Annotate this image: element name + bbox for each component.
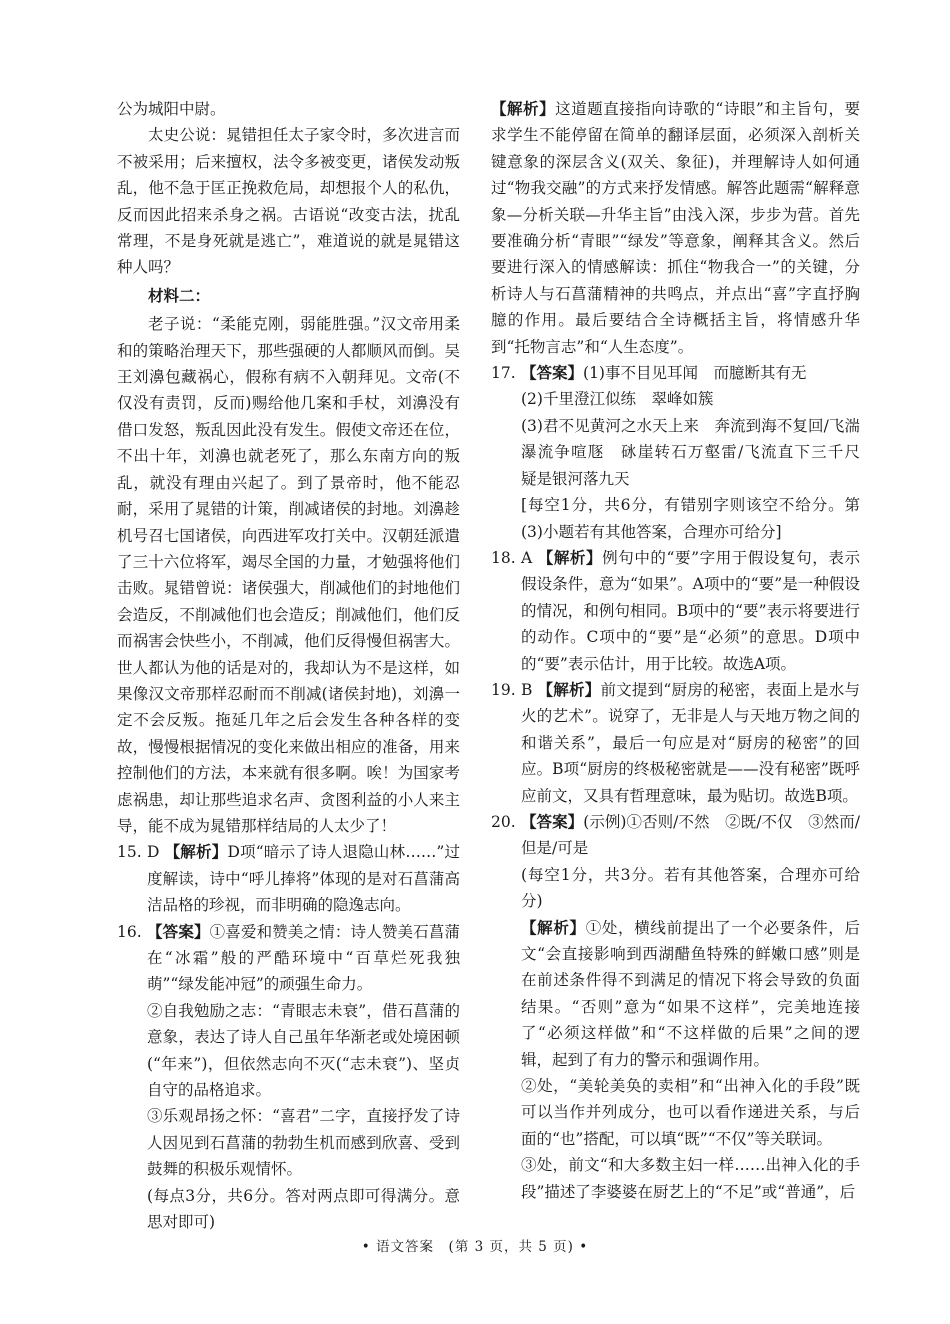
right-column bbox=[491, 96, 876, 1205]
analysis-point-1 bbox=[521, 915, 860, 1073]
paragraph-material-two: 老子说：“柔能克刚，弱能胜强。”汉文帝用柔和的策略治理天下，那些强硬的人都顺风而倒。吴王刘濞包藏祸心，假称有病不入朝拜见。文帝(不仅没有责罚，反而)赐给他几案和手杖，刘濞没有借口发怒，叛乱因此没有发生。假使文帝还在位，不出十年，刘濞也就老死了，那么东南方向的叛乱，就没有理由兴起了。到了景帝时，他不能忍耐，采用了晁错的计策，削减诸侯的封地。刘濞趁机号召七国诸侯，向西进军攻打关中。汉朝廷派遣了三十六位将军，竭尽全国的力量，才勉强将他们击败。晁错曾说：诸侯强大，削减他们的封地他们会造反，不削减他们也会造反；削减他们，他们反而祸害会快些小，不削减，他们反得慢但祸害大。世人都认为他的话是对的，我却认为不是这样，如果像汉文帝那样忍耐而不削减(诸侯封地)，刘濞一定不会反叛。拖延几年之后会发生各种各样的变故，慢慢根据情况的变化来做出相应的准备，用来控制他们的方法，本来就有很多啊。唉！为国家考虑祸患，却让那些追求名声、贪图利益的小人来主导，能不成为晁错那样结局的人太少了！ bbox=[117, 315, 460, 835]
scoring-note: (每点3分，共6分。答对两点即可得满分。意思对即可) bbox=[147, 1186, 460, 1232]
analysis-point-3: ③处，前文“和大多数主妇一样……出神入化的手段”描述了李婆婆在厨艺上的“不足”或“普通”，后 bbox=[521, 1156, 860, 1201]
scoring-note: (每空1分，共3分。若有其他答案，合理亦可给分) bbox=[521, 865, 860, 911]
analysis-tag: 【解析】 bbox=[491, 99, 556, 118]
analysis-tag: 【解析】 bbox=[537, 547, 603, 567]
answer-point-1: ①喜爱和赞美之情：诗人赞美石菖蒲在“冰霜”般的严酷环境中“百草烂死我独萌”“绿发能冲冠”的顽强生命力。 bbox=[147, 922, 460, 994]
analysis-text: 例句中的“要”字用于假设复句，表示假设条件，意为“如果”。A项中的“要”是一种假设的情况，和例句相同。B项中的“要”表示将要进行的动作。C项中的“要”是“必须”的意思。D项中的“要”表示估计，用于比较。故选A项。 bbox=[521, 548, 860, 673]
question-15 bbox=[117, 839, 460, 918]
question-20 bbox=[491, 809, 860, 1205]
scoring-note: [每空1分，共6分，有错别字则该空不给分。第(3)小题若有其他答案，合理亦可给分] bbox=[521, 496, 860, 541]
question-number: 15. bbox=[117, 843, 142, 862]
paragraph-continuation: 公为城阳中尉。 bbox=[117, 100, 226, 118]
analysis-tag: 【解析】 bbox=[164, 842, 228, 862]
question-18 bbox=[491, 545, 860, 677]
answer-point-2: ②自我勉励之志：“青眼志未衰”，借石菖蒲的意象，表达了诗人自己虽年华渐老或处境困顿(“年来”)，但依然志向不灭(“志未衰”)、坚贞自守的品格追求。 bbox=[147, 1001, 460, 1100]
analysis-point-2: ②处，“美轮美奂的卖相”和“出神入化的手段”既可以当作并列成分，也可以看作递进关系，与后面的“也”搭配，可以填“既”“不仅”等关联词。 bbox=[521, 1077, 860, 1148]
answer-line-2: (2)千里澄江似练 翠峰如簇 bbox=[521, 390, 714, 409]
analysis-16 bbox=[491, 96, 860, 360]
question-number: 16. bbox=[117, 922, 142, 941]
answer-point-3: ③乐观昂扬之怀：“喜君”二字，直接抒发了诗人因见到石菖蒲的勃勃生机而感到欣喜、受到鼓舞的积极乐观情怀。 bbox=[147, 1107, 460, 1179]
analysis-text: 前文提到“厨房的秘密，表面上是水与火的艺术”。说穿了，无非是人与天地万物之间的和谐关系”，最后一句应是对“厨房的秘密”的回应。B项“厨房的终极秘密就是——没有秘密”既呼应前文，又具有哲理意味，最为贴切。故选B项。 bbox=[521, 680, 860, 805]
answer-tag: 【答案】 bbox=[147, 921, 210, 941]
question-number: 20. bbox=[491, 812, 516, 831]
answer-letter: B bbox=[521, 680, 533, 699]
question-16 bbox=[117, 919, 460, 1236]
left-column bbox=[117, 96, 460, 1235]
question-number: 18. bbox=[491, 548, 516, 567]
page-footer: • 语文答案 (第 3 页，共 5 页) • bbox=[361, 1239, 589, 1255]
answer-letter: A bbox=[521, 548, 533, 567]
analysis-text: ①处，横线前提出了一个必要条件，后文“会直接影响到西湖醋鱼特殊的鲜嫩口感”则是在前述条件得不到满足的情况下将会导致的负面结果。“否则”意为“如果不这样”，完美地连接了“必须这样做”和“不这样做的后果”之间的逻辑，起到了有力的警示和强调作用。 bbox=[521, 918, 860, 1069]
analysis-tag: 【解析】 bbox=[521, 917, 586, 937]
paragraph-taishigong: 太史公说：晁错担任太子家令时，多次进言而不被采用；后来擅权，法令多被变更，诸侯发动叛乱，他不急于匡正挽救危局，却想报个人的私仇，反而因此招来杀身之祸。古语说“改变古法，扰乱常理，不是身死就是逃亡”，难道说的就是晁错这种人吗？ bbox=[117, 126, 460, 277]
answer-letter: D bbox=[147, 843, 160, 862]
analysis-text: D项“暗示了诗人退隐山林……”过度解读，诗中“呼儿捧将”体现的是对石菖蒲高洁品格的珍视，而非明确的隐逸志向。 bbox=[147, 843, 460, 915]
answer-tag: 【答案】 bbox=[521, 811, 584, 831]
answer-tag: 【答案】 bbox=[521, 363, 584, 383]
question-17 bbox=[491, 360, 876, 545]
answer-text: (示例)①否则/不然 ②既/不仅 ③然而/但是/可是 bbox=[521, 812, 860, 858]
question-number: 17. bbox=[491, 364, 516, 383]
answer-line-3: (3)君不见黄河之水天上来 奔流到海不复回/飞湍瀑流争喧豗 砯崖转石万壑雷/飞流直下三千尺 疑是银河落九天 bbox=[521, 416, 876, 488]
question-19 bbox=[491, 677, 860, 809]
heading-material-two: 材料二： bbox=[148, 285, 211, 305]
question-number: 19. bbox=[491, 680, 516, 699]
analysis-text: 这道题直接指向诗歌的“诗眼”和主旨句，要求学生不能停留在简单的翻译层面，必须深入剖析关键意象的深层含义(双关、象征)，并理解诗人如何通过“物我交融”的方式来抒发情感。解答此题需“解释意象—分析关联—升华主旨”由浅入深，步步为营。首先要准确分析“青眼”“绿发”等意象，阐释其含义。然后要进行深入的情感解读：抓住“物我合一”的关键，分析诗人与石菖蒲精神的共鸣点，并点出“喜”字直抒胸臆的作用。最后要结合全诗概括主旨，将情感升华到“托物言志”和“人生态度”。 bbox=[491, 100, 860, 356]
answer-line-1: (1)事不目见耳闻 而臆断其有无 bbox=[583, 364, 807, 383]
analysis-tag: 【解析】 bbox=[537, 679, 601, 699]
